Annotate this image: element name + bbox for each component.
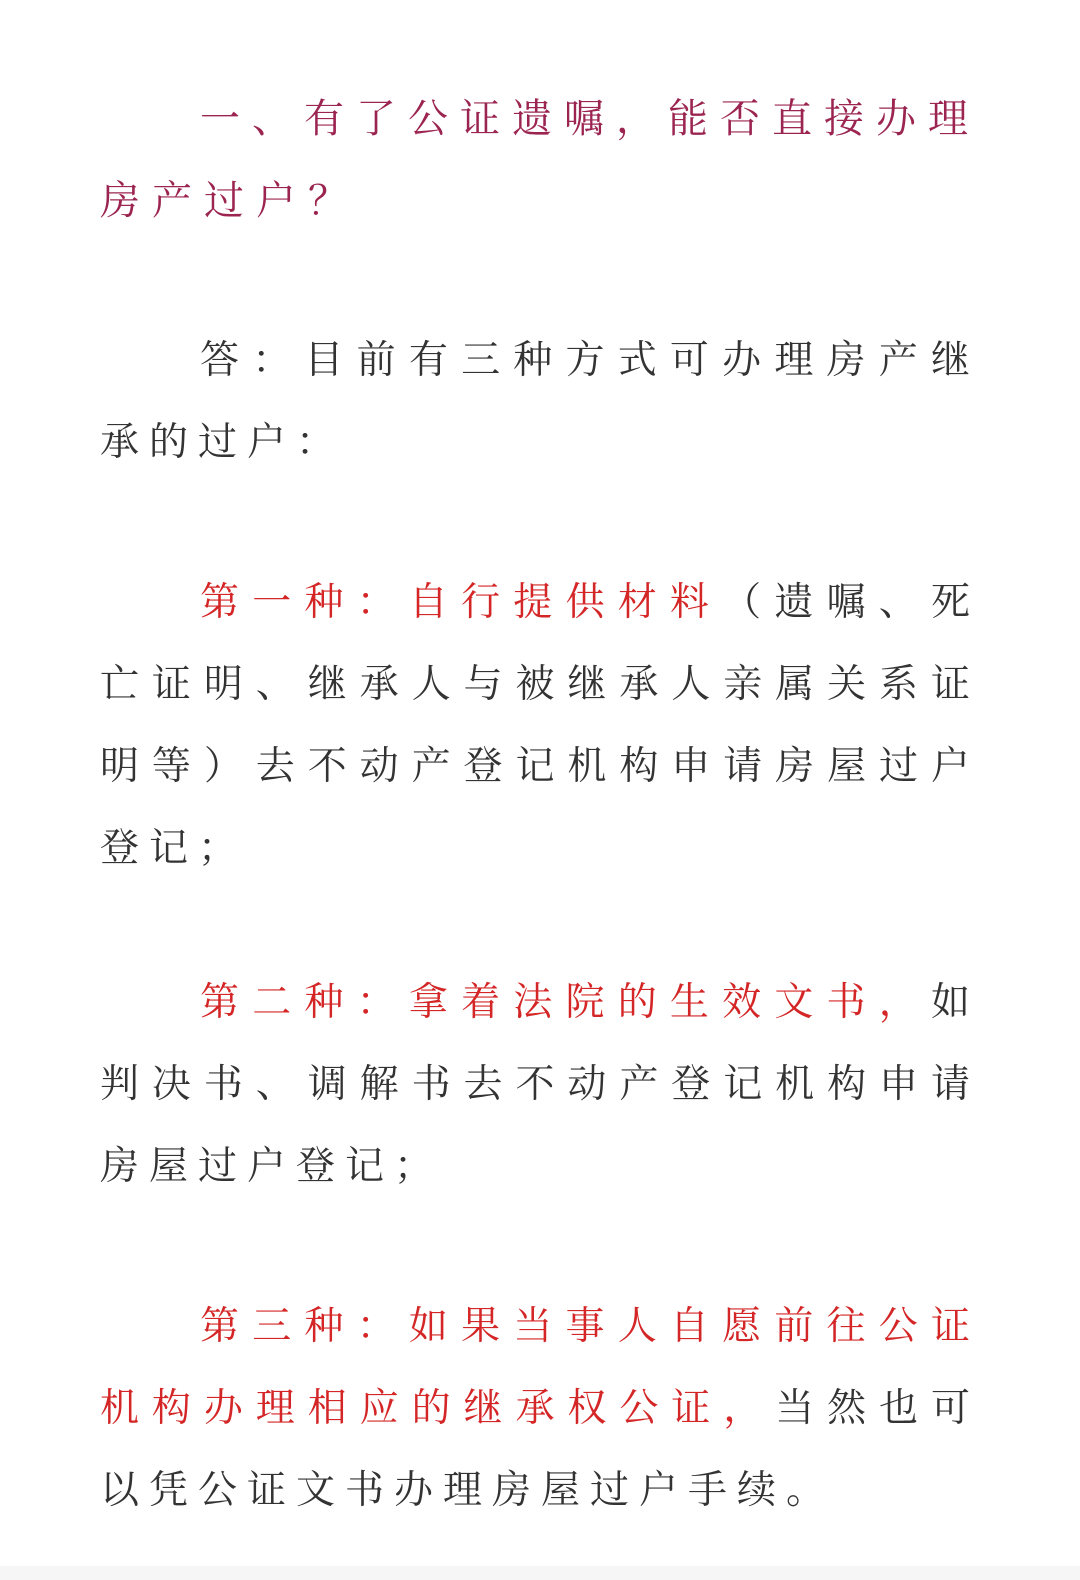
method-1-highlight: 自行提供材料 bbox=[408, 580, 723, 625]
method-3-paragraph bbox=[100, 1286, 980, 1532]
method-1-label: 第一种： bbox=[200, 580, 409, 625]
method-3-highlight: 如果当事人自愿前往公证机构办理相应的继承权公证， bbox=[100, 1304, 980, 1431]
answer-intro: 答：目前有三种方式可办理房产继承的过户： bbox=[100, 338, 980, 465]
bottom-divider bbox=[0, 1566, 1080, 1580]
method-1-paragraph bbox=[100, 562, 980, 890]
method-3-label: 第三种： bbox=[200, 1304, 409, 1349]
method-2-paragraph bbox=[100, 962, 980, 1208]
method-3-text: 当然也可以凭公证文书办理房屋过户手续。 bbox=[100, 1386, 980, 1513]
method-2-text: 如判决书、调解书去不动产登记机构申请房屋过户登记； bbox=[100, 980, 980, 1189]
section-heading: 一、有了公证遗嘱，能否直接办理房产过户？ bbox=[100, 96, 980, 224]
method-2-highlight: 拿着法院的生效文书， bbox=[408, 980, 931, 1025]
method-2-label: 第二种： bbox=[200, 980, 409, 1025]
method-1-text: （遗嘱、死亡证明、继承人与被继承人亲属关系证明等）去不动产登记机构申请房屋过户登记； bbox=[100, 580, 980, 871]
